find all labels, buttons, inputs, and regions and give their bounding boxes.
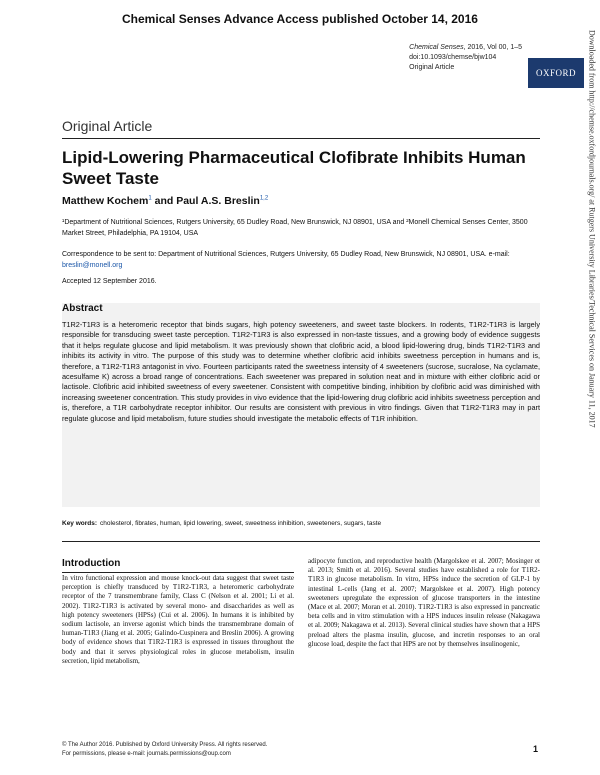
abstract-box bbox=[62, 303, 540, 507]
author-list bbox=[62, 195, 268, 207]
affiliations: ¹Department of Nutritional Sciences, Rutgers University, 65 Dudley Road, New Brunswick, NJ 08901, USA and ²Monell Chemical Senses Center, 3500 Market Street, Philadelphia, PA 19104, USA bbox=[62, 219, 528, 237]
keywords bbox=[62, 520, 540, 527]
oxford-logo: OXFORD bbox=[528, 58, 584, 88]
doi[interactable]: doi:10.1093/chemse/bjw104 bbox=[409, 54, 497, 61]
introduction-heading: Introduction bbox=[62, 558, 121, 569]
correspondence bbox=[62, 249, 540, 271]
body-column-left: In vitro functional expression and mouse knock-out data suggest that sweet taste perception is chiefly transduced by T1R2-T1R3, a heteromeric carbohydrate receptor of the 7 transmembrane family, Class C (Nelson et al. 2001; Li et al. 2002). T1R2-T1R3 is activated by several mono- and disaccharides as well as high potency sweeteners (HPSs) (Cui et al. 2006). In humans it is inhibited by sodium lactisole, an inverse agonist which binds the transmembrane domain of human-T1R3 (Jiang et al. 2005; Galindo-Cuspinera and Breslin 2006). A growing body of evidence shows that T1R2-T1R3 is expressed in tissues throughout the body and that it serves physiological roles in glucose metabolism, insulin secretion, lipid metabolism, bbox=[62, 574, 294, 665]
author-1-affil[interactable]: 1 bbox=[148, 195, 152, 202]
author-1[interactable]: Matthew Kochem bbox=[62, 195, 149, 207]
keywords-text: cholesterol, fibrates, human, lipid lowering, sweet, sweetness inhibition, sweeteners, sugars, taste bbox=[100, 520, 382, 527]
divider bbox=[62, 541, 540, 542]
journal-meta bbox=[409, 43, 522, 73]
permissions-line: For permissions, please e-mail: journals.permissions@oup.com bbox=[62, 751, 231, 757]
accepted-date: Accepted 12 September 2016. bbox=[62, 278, 157, 285]
volume-info: , 2016, Vol 00, 1–5 bbox=[463, 44, 522, 51]
divider bbox=[62, 572, 294, 573]
correspondence-text: Correspondence to be sent to: Department of Nutritional Sciences, Rutgers University, 65 Dudley Road, New Brunswick, NJ 08901, USA. e-mail: bbox=[62, 251, 510, 258]
journal-name: Chemical Senses bbox=[409, 44, 464, 51]
correspondence-email[interactable]: breslin@monell.org bbox=[62, 262, 123, 269]
body-column-right: adipocyte function, and reproductive health (Margolskee et al. 2007; Mosinger et al. 2013; Smith et al. 2016). Several studies have established a role for T1R2-T1R3 in glucose metabolism. In vitro, HPSs induce the secretion of GLP-1 by intestinal L-cells (Jang et al. 2007; Margolskee et al. 2007). High potency sweeteners upregulate the expression of glucose transporters in the intestine (Mace et al. 2007; Moran et al. 2010). T1R2-T1R3 is also expressed in pancreatic beta cells and in vitro stimulation with a HPS induces insulin release (Nakagawa et al. 2009; Nakagawa et al. 2013). Several clinical studies have shown that a HPS preload alters the plasma insulin, glucose, and incretin responses to an oral glucose load, despite the fact that HPS are not by themselves insulinogenic, bbox=[308, 557, 540, 648]
page-number: 1 bbox=[533, 744, 539, 754]
section-label: Original Article bbox=[62, 118, 153, 134]
keywords-label: Key words: bbox=[62, 520, 98, 527]
advance-access-banner: Chemical Senses Advance Access published October 14, 2016 bbox=[122, 12, 478, 26]
author-conjunction: and bbox=[151, 195, 177, 207]
author-2-affil[interactable]: 1,2 bbox=[259, 195, 269, 202]
article-title: Lipid-Lowering Pharmaceutical Clofibrate Inhibits Human Sweet Taste bbox=[62, 148, 526, 188]
article-type: Original Article bbox=[409, 64, 455, 71]
author-2[interactable]: Paul A.S. Breslin bbox=[176, 195, 260, 207]
copyright-line: © The Author 2016. Published by Oxford University Press. All rights reserved. bbox=[62, 742, 268, 748]
download-note-text: Downloaded from http://chemse.oxfordjournals.org/ at Rutgers University Libraries/Technical Services on January 11, 2017 bbox=[587, 30, 597, 428]
divider bbox=[62, 138, 540, 139]
copyright-footer bbox=[62, 741, 267, 759]
abstract-heading: Abstract bbox=[62, 303, 103, 314]
abstract-text: T1R2-T1R3 is a heteromeric receptor that binds sugars, high potency sweeteners, and sweet taste blockers. In rodents, T1R2-T1R3 is largely responsible for transducing sweet taste perception. T1R2-T1R3 is also expressed in non-taste tissues, and a growing body of evidence suggests that it helps regulate glucose and lipid metabolism. It was previously shown that clofibric acid, a blood lipid-lowering drug, binds T1R2-T1R3 and inhibits its activity in vitro. The purpose of this study was to determine whether clofibric acid inhibits sweetness perception in humans and is, therefore, a T1R2-T1R3 antagonist in vivo. Fourteen participants rated the sweetness intensity of 4 sweeteners (sucrose, sucralose, Na cyclamate, acesulfame K) across a broad range of concentrations. Each sweetener was prepared in solution neat and in mixture with either clofibric acid or lactisole. Clofibric acid inhibited sweetness of every sweetener. Consistent with competitive binding, inhibition by clofibric acid was diminished with increasing sweetener concentration. This study provides in vivo evidence that the lipid-lowering drug clofibric acid inhibits sweetness perception and is, therefore, a T1R carbohydrate receptor inhibitor. Our results are consistent with previous in vitro findings. Given that T1R2-T1R3 may in part regulate glucose and lipid metabolism, future studies should investigate the metabolic effects of T1R inhibition. bbox=[62, 320, 540, 423]
